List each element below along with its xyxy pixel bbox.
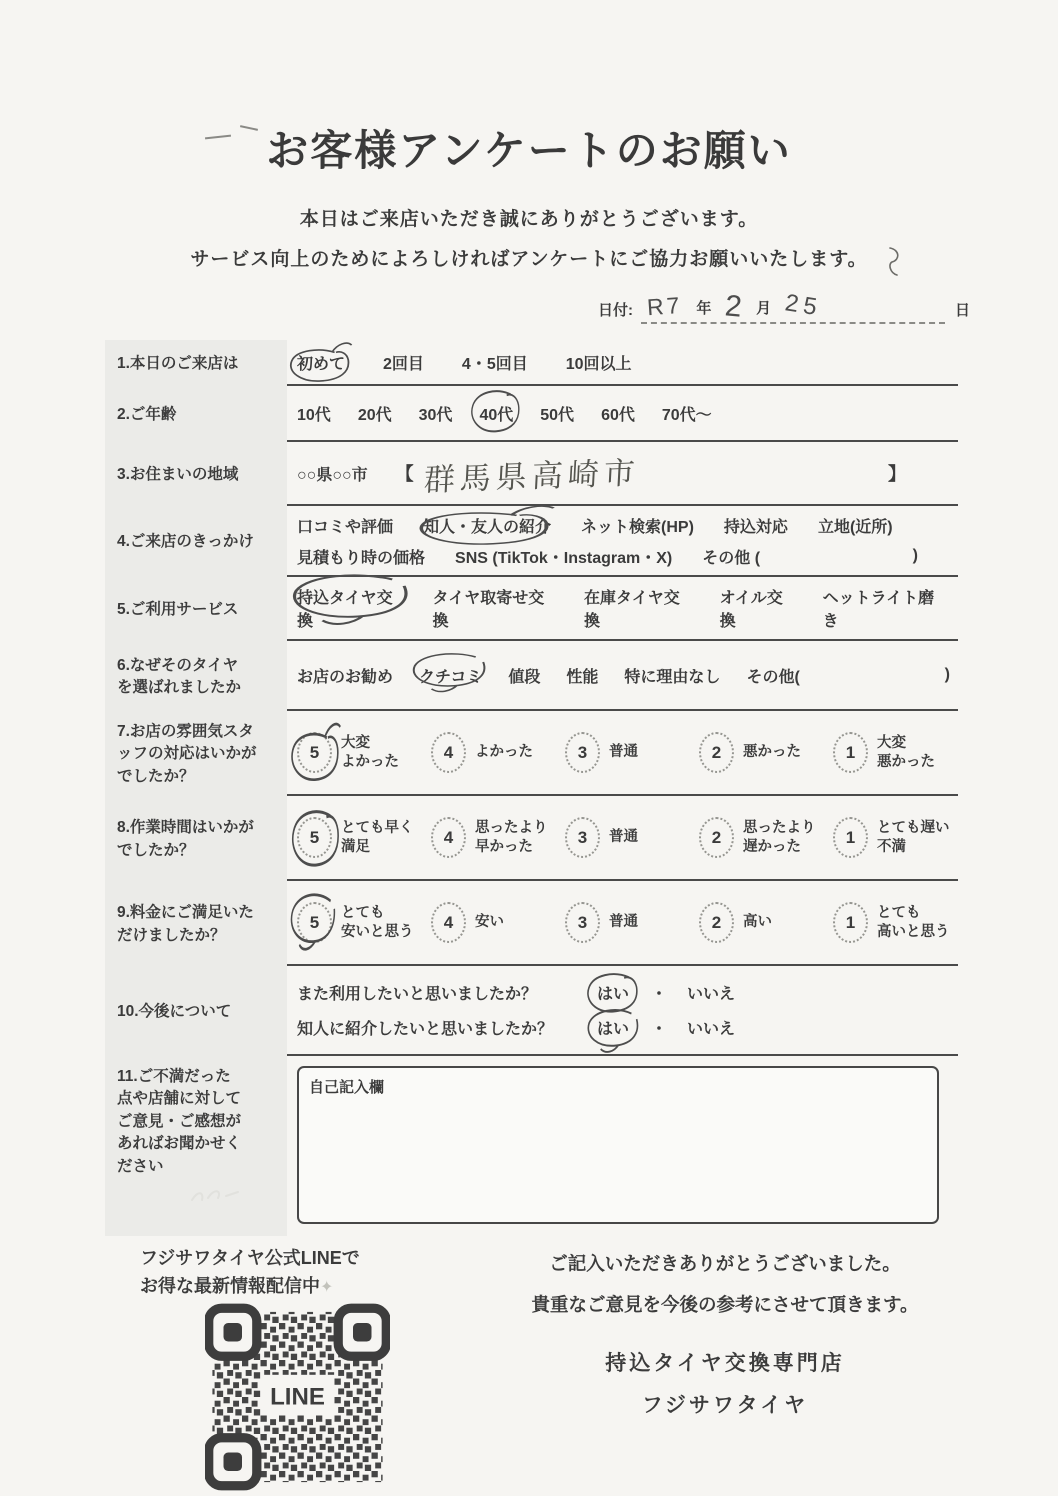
rating-3: 3 普通 [565, 902, 699, 943]
q10-question-refer: 知人に紹介したいと思いましたか？ [297, 1021, 554, 1038]
option-headlight-polish: ヘットライト磨き [822, 590, 935, 630]
pen-squiggle [886, 246, 902, 278]
option-word-of-mouth: クチコミ [419, 664, 482, 687]
question-row-price-satisfaction [105, 881, 958, 966]
handwritten-year: R7 [646, 291, 684, 321]
option-refer-yes: はい [597, 1016, 629, 1039]
date-line [641, 286, 945, 324]
bracket-open: 【 [395, 464, 414, 484]
handwritten-month: 2 [724, 289, 744, 324]
option-order-tire-exchange: タイヤ取寄せ交換 [432, 590, 545, 630]
page-title: お客様アンケートのお願い [266, 127, 792, 174]
comment-box-label: 自己記入欄 [309, 1079, 385, 1096]
question-row-tire-reason [105, 641, 958, 711]
q1-label: 1.本日のご来店は [105, 340, 287, 386]
question-row-trigger [105, 506, 958, 577]
option-reviews: 口コミや評価 [297, 518, 394, 536]
option-stock-tire-exchange: 在庫タイヤ交換 [584, 590, 680, 630]
q4-label: 4.ご来店のきっかけ [105, 506, 287, 577]
option-10plus-visits: 10回以上 [565, 355, 632, 373]
option-sns: SNS (TikTok・Instagram・X) [455, 549, 673, 567]
q2-label: 2.ご年齢 [105, 386, 287, 442]
option-age-60s: 60代 [601, 406, 635, 424]
question-row-region [105, 442, 958, 506]
comment-box [297, 1066, 939, 1224]
option-oil-change: オイル交換 [719, 590, 783, 630]
region-prefix: ○○県○○市 [297, 466, 368, 484]
rating-3: 3 普通 [565, 817, 699, 858]
option-4-5-visits: 4・5回目 [461, 355, 528, 373]
separator-dot: ・ [651, 1021, 668, 1038]
rating-4: 4 安い [431, 902, 565, 943]
sparkle-icon: ✦ [320, 1278, 334, 1296]
rating-4: 4 思ったより 早かった [431, 817, 565, 858]
question-row-future [105, 966, 958, 1056]
rating-3: 3 普通 [565, 732, 699, 773]
bracket-close: 】 [888, 464, 906, 484]
option-age-20s: 20代 [357, 406, 392, 424]
date-row [598, 286, 970, 324]
q11-label: 11.ご不満だった 点や店舗に対して ご意見・ご感想が あればお聞かせく ださい [105, 1056, 287, 1236]
q6-label: 6.なぜそのタイヤ を選ばれましたか [105, 641, 287, 711]
year-unit: 年 [696, 300, 712, 317]
option-location: 立地(近所) [817, 518, 893, 536]
option-age-70s: 70代～ [661, 406, 712, 424]
question-row-age [105, 386, 958, 442]
line-promo: フジサワタイヤ公式LINEで お得な最新情報配信中✦ [140, 1248, 360, 1296]
thanks-line1: ご記入いただきありがとうございました。 [549, 1253, 901, 1274]
qr-finder-top-right [338, 1308, 386, 1356]
handwritten-region: 群馬県高崎市 [422, 454, 641, 498]
rating-1: 1 とても遅い 不満 [833, 817, 950, 858]
question-row-visit [105, 340, 958, 386]
rating-2: 2 悪かった [699, 732, 833, 773]
option-other-open: その他( [746, 668, 800, 686]
q8-label: 8.作業時間はいかが でしたか？ [105, 796, 287, 881]
closing-message [500, 1250, 950, 1419]
qr-finder-top-left [209, 1308, 257, 1356]
q7-label: 7.お店の雰囲気スタ ッフの対応はいかが でしたか？ [105, 711, 287, 796]
option-second-visit: 2回目 [383, 355, 424, 373]
subtitle-request: サービス向上のためによろしければアンケートにご協力お願いいたします。 [190, 249, 868, 270]
line-qr-code [205, 1302, 390, 1492]
option-other-close: ) [944, 666, 950, 683]
handwritten-day: 25 [783, 289, 824, 322]
option-age-10s: 10代 [297, 406, 331, 424]
option-refer-no: いいえ [687, 1021, 736, 1038]
option-referral: 知人・友人の紹介 [423, 514, 551, 537]
option-quote-price: 見積もり時の価格 [297, 549, 426, 567]
day-unit: 日 [954, 302, 970, 319]
question-row-comments [105, 1056, 958, 1236]
q10-question-reuse: また利用したいと思いましたか？ [297, 986, 538, 1003]
thanks-line2: 貴重なご意見を今後の参考にさせて頂きます。 [531, 1294, 919, 1315]
option-reuse-no: いいえ [687, 986, 736, 1003]
shop-name: フジサワタイヤ [641, 1394, 809, 1417]
option-age-50s: 50代 [540, 406, 575, 424]
scan-artifact [188, 1182, 248, 1208]
subtitle-thanks: 本日はご来店いただき誠にありがとうございます。 [299, 209, 759, 230]
rating-1: 1 とても 高いと思う [833, 902, 950, 943]
rating-5: 5 大変 よかった [297, 732, 431, 773]
option-shop-recommend: お店のお勧め [297, 668, 394, 686]
q3-label: 3.お住まいの地域 [105, 442, 287, 506]
option-no-reason: 特に理由なし [624, 668, 721, 686]
option-other-close: ) [912, 547, 918, 564]
separator-dot: ・ [651, 986, 668, 1003]
option-web-search: ネット検索(HP) [581, 518, 694, 536]
option-bring-in-tire-exchange: 持込タイヤ交換 [297, 585, 409, 631]
qr-line-label: LINE [270, 1383, 325, 1411]
qr-finder-bottom-left [209, 1438, 257, 1486]
option-performance: 性能 [566, 668, 599, 686]
rating-2: 2 高い [699, 902, 833, 943]
option-price: 値段 [508, 668, 541, 686]
rating-5: 5 とても早く 満足 [297, 817, 431, 858]
rating-4: 4 よかった [431, 732, 565, 773]
date-label: 日付: [598, 302, 633, 319]
month-unit: 月 [756, 300, 772, 317]
rating-2: 2 思ったより 遅かった [699, 817, 833, 858]
question-row-atmosphere [105, 711, 958, 796]
option-other-open: その他 ( [702, 549, 761, 567]
rating-5: 5 とても 安いと思う [297, 902, 431, 943]
q9-label: 9.料金にご満足いた だけましたか？ [105, 881, 287, 966]
question-row-service [105, 577, 958, 641]
rating-1: 1 大変 悪かった [833, 732, 935, 773]
q10-label: 10.今後について [105, 966, 287, 1056]
option-first-time: 初めて [297, 351, 345, 374]
option-reuse-yes: はい [597, 981, 629, 1004]
survey-table [105, 340, 958, 1236]
option-age-30s: 30代 [418, 406, 453, 424]
shop-tagline: 持込タイヤ交換専門店 [605, 1352, 845, 1375]
option-age-40s: 40代 [479, 402, 513, 425]
option-bring-in: 持込対応 [723, 518, 788, 536]
question-row-speed [105, 796, 958, 881]
q5-label: 5.ご利用サービス [105, 577, 287, 641]
